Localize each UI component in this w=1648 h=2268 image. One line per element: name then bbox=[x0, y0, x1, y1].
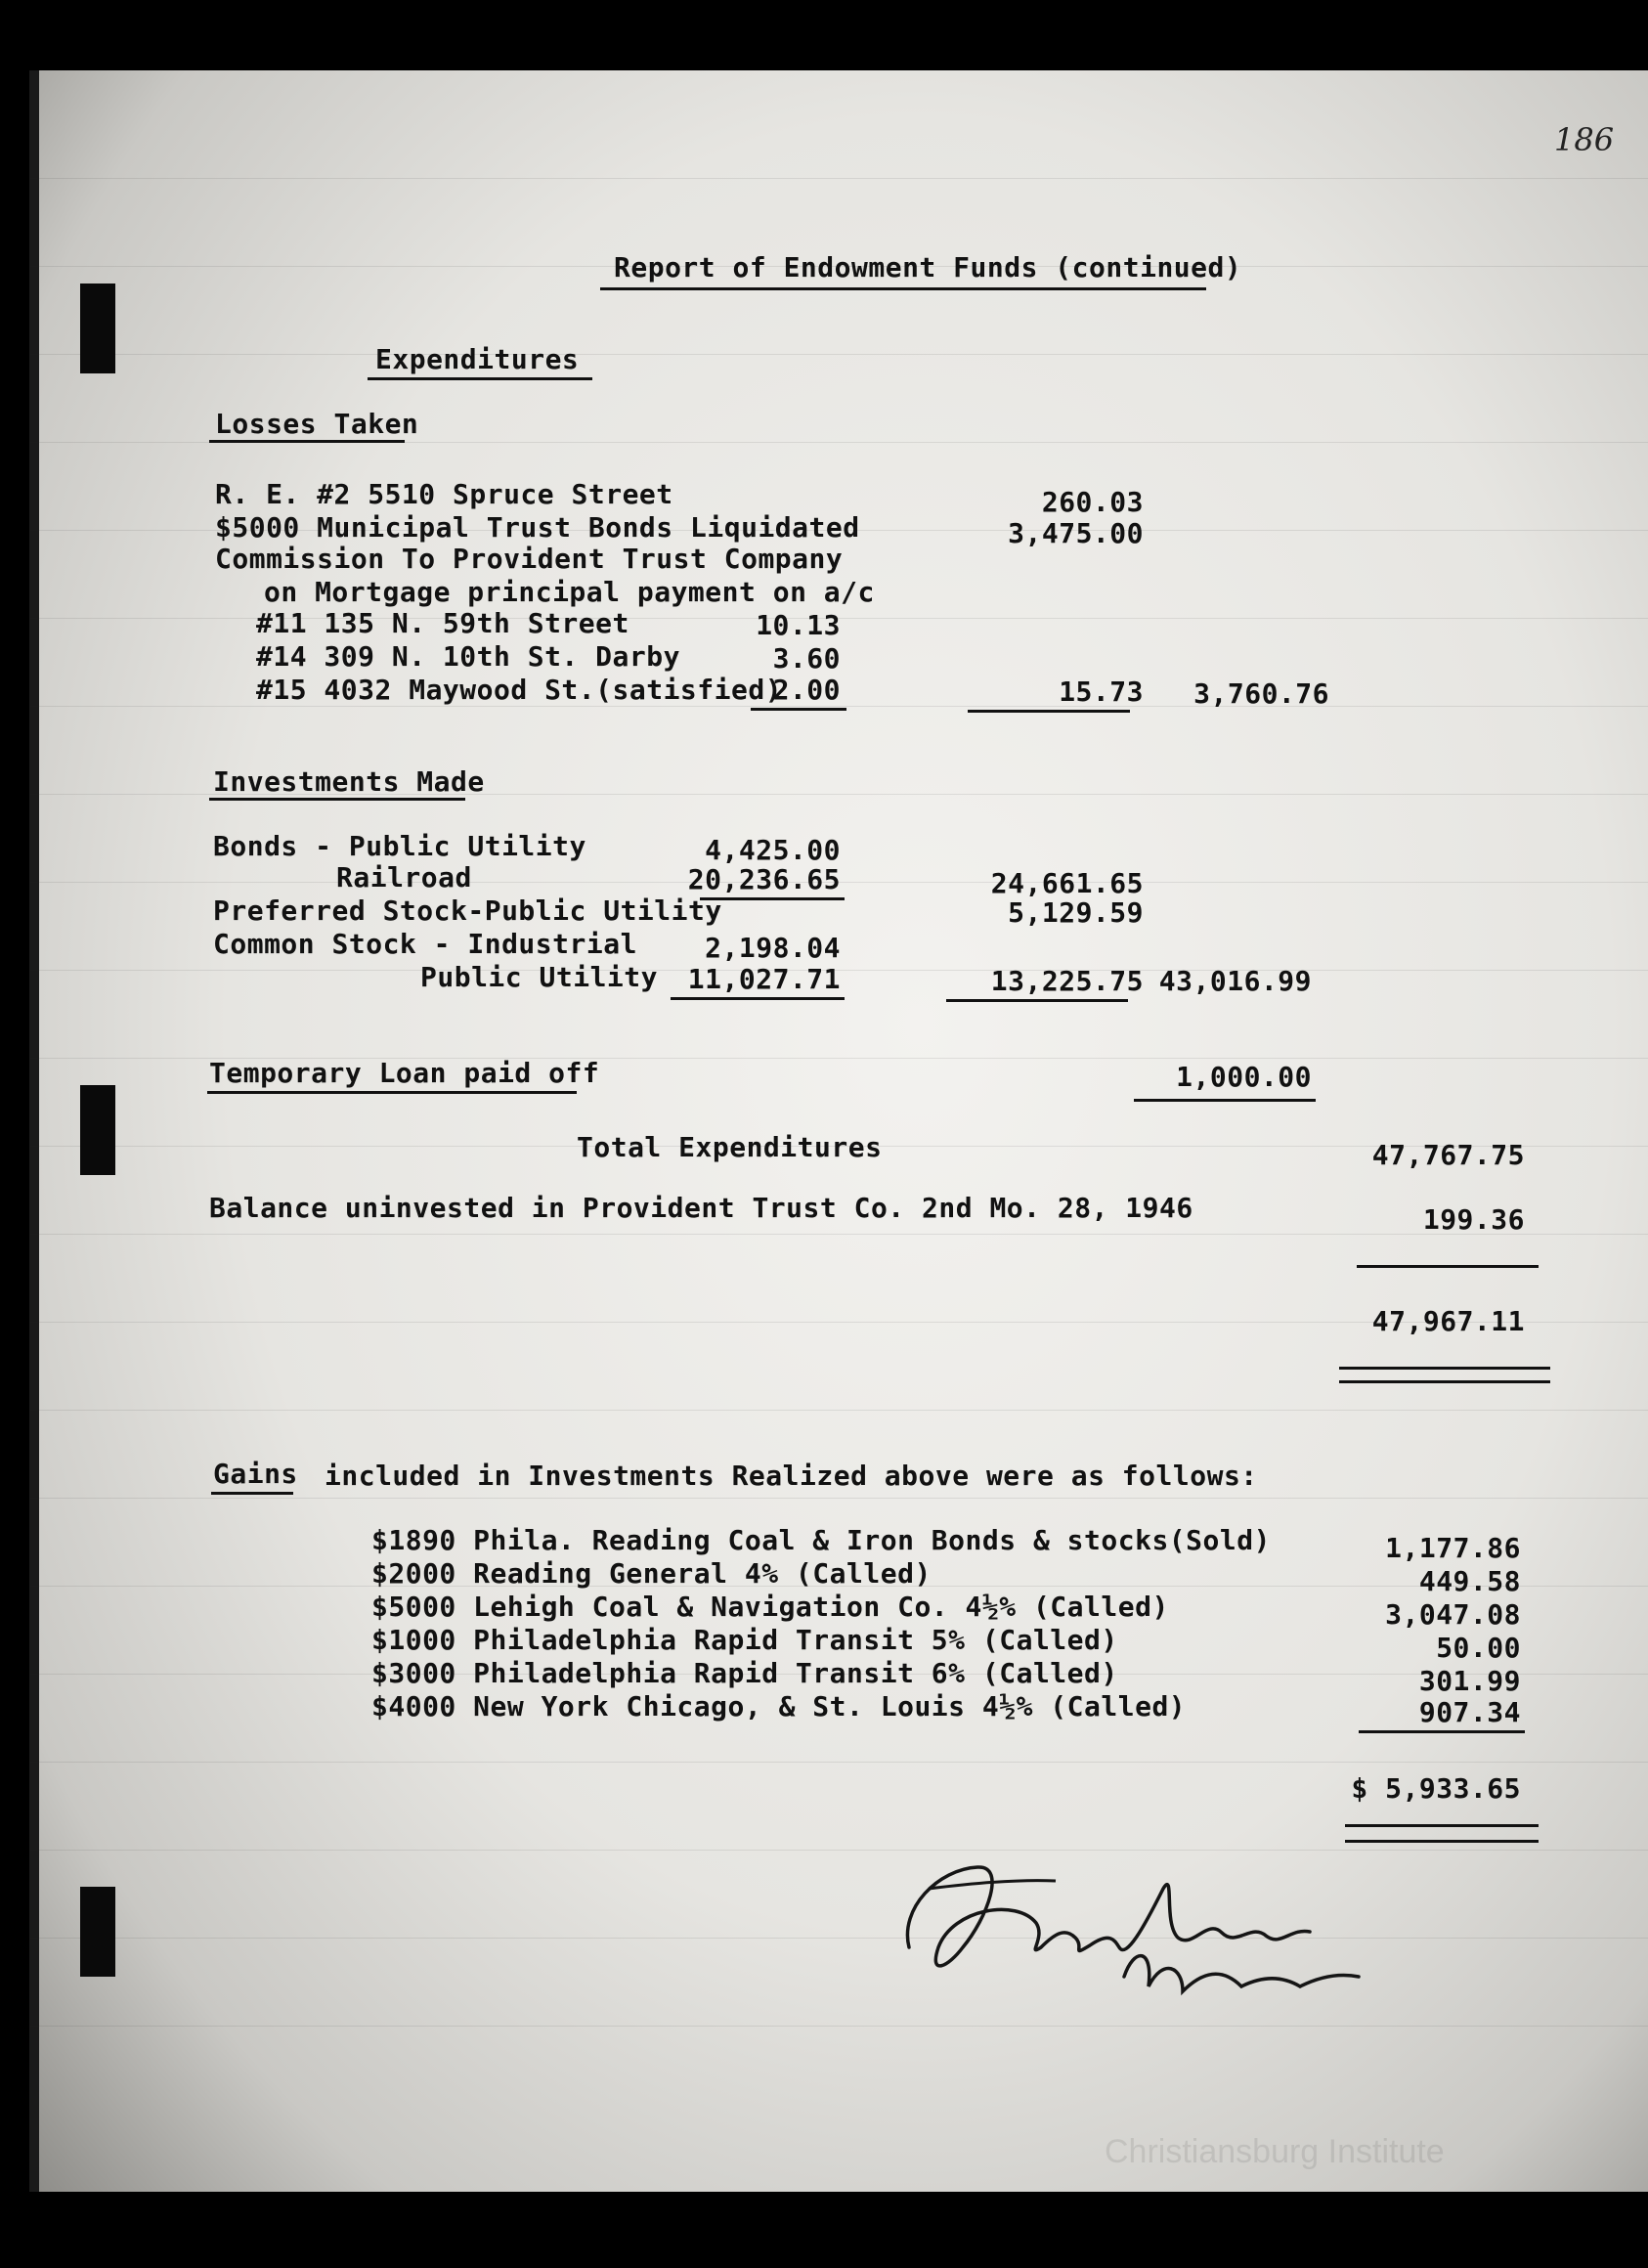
investments-heading: Investments Made bbox=[213, 765, 485, 798]
binder-tab-bottom bbox=[80, 1887, 115, 1977]
commission-line-2: on Mortgage principal payment on a/c bbox=[264, 576, 875, 608]
common-label: Common Stock - Industrial bbox=[213, 928, 637, 960]
commission-item: #14 309 N. 10th St. Darby bbox=[256, 640, 680, 673]
gain-item: $4000 New York Chicago, & St. Louis 4½% (Called) bbox=[371, 1690, 1187, 1723]
gain-amount: 1,177.86 bbox=[1385, 1532, 1521, 1564]
temporary-loan-amount: 1,000.00 bbox=[1176, 1061, 1312, 1093]
gain-item: $2000 Reading General 4% (Called) bbox=[371, 1557, 932, 1590]
commission-item: #11 135 N. 59th Street bbox=[256, 607, 629, 639]
gain-amount: 449.58 bbox=[1418, 1565, 1521, 1597]
balance-label: Balance uninvested in Provident Trust Co. 2nd Mo. 28, 1946 bbox=[209, 1192, 1193, 1224]
treasurer-signature bbox=[870, 1830, 1398, 2026]
balance-amount: 199.36 bbox=[1422, 1203, 1525, 1236]
archive-watermark: Christiansburg Institute bbox=[1105, 2133, 1445, 2170]
gain-item: $1890 Phila. Reading Coal & Iron Bonds & stocks(Sold) bbox=[371, 1524, 1271, 1556]
loss-amount-2: 3,475.00 bbox=[1008, 517, 1144, 549]
gain-amount: 301.99 bbox=[1418, 1665, 1521, 1697]
railroad-amount: 20,236.65 bbox=[687, 863, 841, 895]
gain-amount: 3,047.08 bbox=[1385, 1598, 1521, 1631]
gain-item: $5000 Lehigh Coal & Navigation Co. 4½% (Called) bbox=[371, 1591, 1169, 1623]
bonds-public-utility: 4,425.00 bbox=[705, 834, 841, 866]
commission-amount: 2.00 bbox=[772, 674, 841, 706]
gains-heading: Gains bbox=[213, 1458, 298, 1490]
total-expenditures-label: Total Expenditures bbox=[577, 1131, 883, 1163]
common-public-utility: 11,027.71 bbox=[687, 963, 841, 995]
document-page bbox=[29, 70, 1648, 2192]
temporary-loan-label: Temporary Loan paid off bbox=[209, 1057, 600, 1089]
gain-amount: 50.00 bbox=[1436, 1632, 1521, 1664]
railroad-label: Railroad bbox=[336, 861, 472, 894]
page-edge bbox=[29, 70, 39, 2192]
preferred-label: Preferred Stock-Public Utility bbox=[213, 894, 722, 927]
loss-line-1: R. E. #2 5510 Spruce Street bbox=[215, 478, 673, 510]
commission-total: 15.73 bbox=[1059, 676, 1144, 708]
loss-line-2: $5000 Municipal Trust Bonds Liquidated bbox=[215, 511, 860, 544]
commission-line-1: Commission To Provident Trust Company bbox=[215, 543, 844, 575]
losses-heading: Losses Taken bbox=[215, 408, 419, 440]
gain-item: $1000 Philadelphia Rapid Transit 5% (Called) bbox=[371, 1624, 1118, 1656]
commission-amount: 10.13 bbox=[756, 609, 841, 641]
commission-item: #15 4032 Maywood St.(satisfied) bbox=[256, 674, 783, 706]
gain-item: $3000 Philadelphia Rapid Transit 6% (Called) bbox=[371, 1657, 1118, 1689]
gains-intro: included in Investments Realized above were as follows: bbox=[325, 1460, 1258, 1492]
losses-total: 3,760.76 bbox=[1193, 677, 1329, 710]
title-underline bbox=[600, 287, 1206, 290]
loss-amount-1: 260.03 bbox=[1041, 486, 1144, 518]
bonds-total: 24,661.65 bbox=[990, 867, 1144, 899]
bonds-label: Bonds - Public Utility bbox=[213, 830, 586, 862]
gain-amount: 907.34 bbox=[1418, 1696, 1521, 1728]
total-expenditures-amount: 47,767.75 bbox=[1371, 1139, 1525, 1171]
binder-tab-middle bbox=[80, 1085, 115, 1175]
binder-tab-top bbox=[80, 284, 115, 373]
common-industrial: 2,198.04 bbox=[705, 932, 841, 964]
common-pu-label: Public Utility bbox=[420, 961, 659, 993]
page-number: 186 bbox=[1554, 121, 1615, 158]
common-total: 13,225.75 bbox=[990, 965, 1144, 997]
commission-amount: 3.60 bbox=[772, 642, 841, 675]
grand-total: 47,967.11 bbox=[1371, 1305, 1525, 1337]
preferred-amount: 5,129.59 bbox=[1008, 896, 1144, 929]
page-title: Report of Endowment Funds (continued) bbox=[614, 251, 1242, 284]
investments-total: 43,016.99 bbox=[1158, 965, 1312, 997]
expenditures-heading: Expenditures bbox=[375, 343, 580, 375]
gains-total: $ 5,933.65 bbox=[1351, 1772, 1521, 1805]
